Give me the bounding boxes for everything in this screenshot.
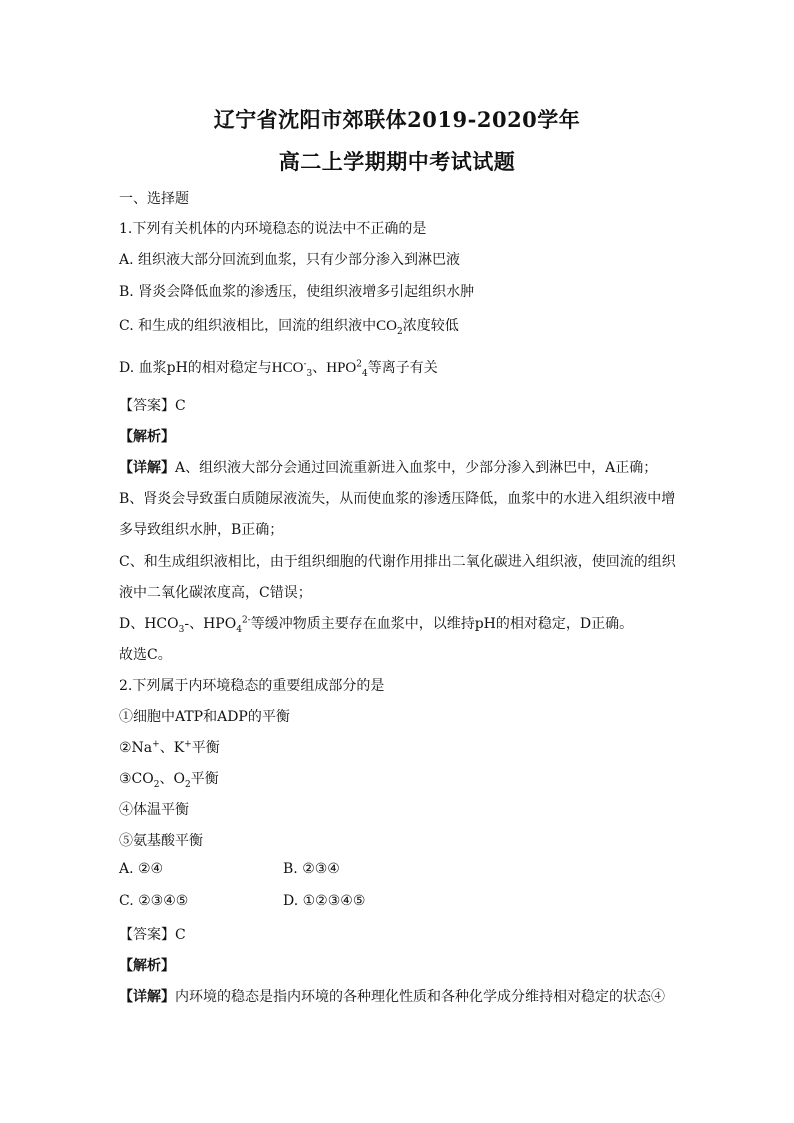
q1-detail-label: 【详解】 xyxy=(119,460,175,476)
q2-answer: 【答案】C xyxy=(119,927,186,943)
q2-item-5: ⑤氨基酸平衡 xyxy=(119,833,203,849)
section-heading: 一、选择题 xyxy=(119,191,189,207)
q1-option-b: B. 肾炎会降低血浆的渗透压，使组织液增多引起组织水肿 xyxy=(119,284,475,300)
q2-item-3-post: 平衡 xyxy=(190,771,219,787)
q1-option-d-sup-2: 2 xyxy=(356,359,362,370)
q2-option-d: D. ①②③④⑤ xyxy=(283,893,366,909)
q2-detail-1 xyxy=(119,986,665,1006)
q2-item-4: ④体温平衡 xyxy=(119,802,189,818)
q2-item-1: ①细胞中ATP和ADP的平衡 xyxy=(119,709,290,725)
q2-item-2-post: 平衡 xyxy=(191,740,220,756)
q1-option-d-separator: 、 xyxy=(312,360,327,376)
q1-option-c-text: C. 和生成的组织液相比，回流的组织液中 xyxy=(119,318,377,334)
q1-option-c xyxy=(119,315,459,335)
q1-option-c-subscript: 2 xyxy=(396,326,403,337)
q1-analysis-label: 【解析】 xyxy=(119,429,175,445)
q2-option-b: B. ②③④ xyxy=(283,861,340,877)
q1-detail-4-pre: D、HCO xyxy=(119,616,179,632)
q2-item-2-sup-1: + xyxy=(152,739,160,750)
q2-item-3-sub-1: 2 xyxy=(153,779,160,790)
q2-detail-1-text: 内环境的稳态是指内环境的各种理化性质和各种化学成分维持相对稳定的状态④ xyxy=(175,989,665,1005)
q1-detail-2a: B、肾炎会导致蛋白质随尿液流失，从而使血浆的渗透压降低，血浆中的水进入组织液中增 xyxy=(119,491,676,507)
q2-analysis-label: 【解析】 xyxy=(119,958,175,974)
q1-conclusion: 故选C。 xyxy=(119,647,172,663)
q2-item-3-pre: ③CO xyxy=(119,771,154,787)
q2-option-c: C. ②③④⑤ xyxy=(119,893,189,909)
q2-item-3 xyxy=(119,768,219,788)
q1-detail-3b: 液中二氧化碳浓度高，C错误； xyxy=(119,585,312,601)
q1-option-d-tail: 等离子有关 xyxy=(367,360,438,376)
q1-stem: 1.下列有关机体的内环境稳态的说法中不正确的是 xyxy=(119,221,427,237)
q2-item-3-sub-2: 2 xyxy=(184,779,191,790)
q1-option-c-tail: 浓度较低 xyxy=(402,318,459,334)
q1-detail-4-sup-2: 2- xyxy=(241,615,251,626)
q1-option-d-sub-2: 4 xyxy=(362,368,368,379)
q1-option-d-text: D. 血浆pH的相对稳定与 xyxy=(119,360,272,376)
q2-item-2-pre: ②Na xyxy=(119,740,153,756)
q1-detail-3a: C、和生成组织液相比，由于组织细胞的代谢作用排出二氧化碳进入组织液，使回流的组织 xyxy=(119,554,676,570)
q1-detail-4-sub-2: 4 xyxy=(236,624,242,635)
q2-item-2 xyxy=(119,737,220,757)
q1-detail-4-sub-1: 3 xyxy=(178,624,185,635)
q2-stem: 2.下列属于内环境稳态的重要组成部分的是 xyxy=(119,678,385,694)
q1-option-d xyxy=(119,357,438,377)
q2-detail-label: 【详解】 xyxy=(119,989,175,1005)
q1-option-a: A. 组织液大部分回流到血浆，只有少部分渗入到淋巴液 xyxy=(119,252,461,268)
q1-detail-4-mid: -、HPO xyxy=(184,616,237,632)
q1-detail-4-post: 等缓冲物质主要存在血浆中，以维持pH的相对稳定，D正确。 xyxy=(250,616,634,632)
q2-option-a: A. ②④ xyxy=(119,861,164,877)
q1-option-c-formula: CO xyxy=(376,318,397,334)
q1-detail-4 xyxy=(119,613,633,633)
q1-detail-2b: 多导致组织水肿，B正确； xyxy=(119,522,284,538)
q1-option-d-sup-1: - xyxy=(303,359,307,370)
q2-item-3-mid: 、O xyxy=(159,771,185,787)
q1-option-d-formula-2: HPO xyxy=(326,360,357,376)
q1-answer: 【答案】C xyxy=(119,398,186,414)
q2-item-2-mid: 、K xyxy=(159,740,185,756)
q1-option-d-formula-1: HCO xyxy=(271,360,304,376)
title-line-2: 高二上学期期中考试试题 xyxy=(278,149,516,174)
q2-item-2-sup-2: + xyxy=(184,739,192,750)
q1-detail-1-text: A、组织液大部分会通过回流重新进入血浆中，少部分渗入到淋巴中，A正确； xyxy=(175,460,658,476)
title-line-1: 辽宁省沈阳市郊联体2019-2020学年 xyxy=(213,107,581,132)
q1-detail-1 xyxy=(119,457,657,477)
q1-option-d-sub-1: 3 xyxy=(306,368,313,379)
